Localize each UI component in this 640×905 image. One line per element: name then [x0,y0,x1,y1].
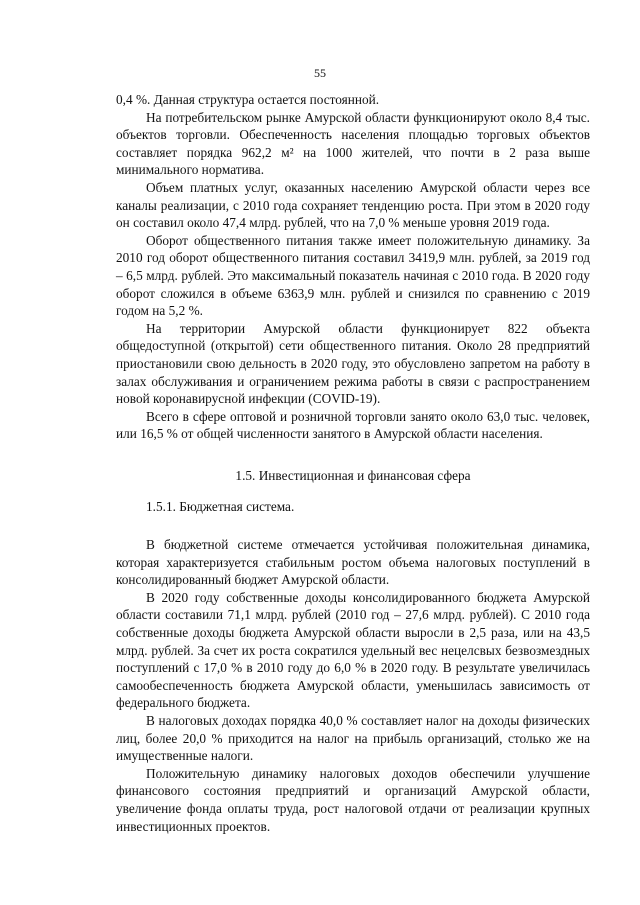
paragraph-consumer-market: На потребительском рынке Амурской области функционируют около 8,4 тыс. объектов торговли. Обеспеченность населения площадью торговых объектов составляет порядка 962,2 м² на 1000 жителей, что почти в 2 раза выше минимального норматива. [116,109,590,178]
page-number: 55 [314,66,326,80]
paragraph-paid-services: Объем платных услуг, оказанных населению Амурской области через все каналы реализации, с 2010 года сохраняет тенденцию роста. При этом в 2020 году он составил около 47,4 млрд. рублей, что на 7,0 % меньше уровня 2019 года. [116,179,590,231]
paragraph-continuation: 0,4 %. Данная структура остается постоянной. [116,92,380,107]
page-body [116,91,590,835]
paragraph-own-revenues: В 2020 году собственные доходы консолидированного бюджета Амурской области составили 71,1 млрд. рублей (2010 год – 27,6 млрд. рублей). С 2010 года собственные доходы бюджета Амурской области выросли в 2,5 раза, или на 43,5 млрд. рублей. За счет их роста сократился удельный вес нецелсвых безвозмездных поступлений с 17,0 % в 2010 году до 6,0 % в 2020 году. В результате увеличилась самообеспеченность бюджета Амурской области, уменьшилась зависимость от федерального бюджета. [116,589,590,711]
paragraph-tax-structure: В налоговых доходах порядка 40,0 % составляет налог на доходы физических лиц, более 20,0 % приходится на налог на прибыль организаций, столько же на имущественные налоги. [116,713,590,764]
paragraph-tax-growth-factors: Положительную динамику налоговых доходов обеспечили улучшение финансового состояния предприятий и организаций Амурской области, увеличение фонда оплаты труда, рост налоговой отдачи от реализации крупных инвестиционных проектов. [116,765,590,834]
paragraph-catering-network: На территории Амурской области функционирует 822 объекта общедоступной (открытой) сети общественного питания. Около 28 предприятий приостановили свою дельность в 2020 году, это обусловлено запретом на работу в залах обслуживания и ограничением режима работы в связи с распространением новой коронавирусной инфекции (COVID-19). [116,320,590,407]
subsection-heading: 1.5.1. Бюджетная система. [146,499,295,515]
paragraph-budget-dynamics: В бюджетной системе отмечается устойчивая положительная динамика, которая характеризуется стабильным ростом объема налоговых поступлений в консолидированный бюджет Амурской области. [116,537,590,588]
paragraph-trade-employment: Всего в сфере оптовой и розничной торговли занято около 63,0 тыс. человек, или 16,5 % от общей численности занятого в Амурской области населения. [116,408,590,442]
section-heading: 1.5. Инвестиционная и финансовая сфера [235,467,471,483]
paragraph-catering-turnover: Оборот общественного питания также имеет положительную динамику. За 2010 год оборот общественного питания составил 3419,9 млн. рублей, за 2019 год – 6,5 млрд. рублей. Это максимальный показатель начиная с 2010 года. В 2020 году оборот сложился в объеме 6363,9 млн. рублей и снизился по сравнению с 2019 годом на 5,2 %. [116,232,590,319]
